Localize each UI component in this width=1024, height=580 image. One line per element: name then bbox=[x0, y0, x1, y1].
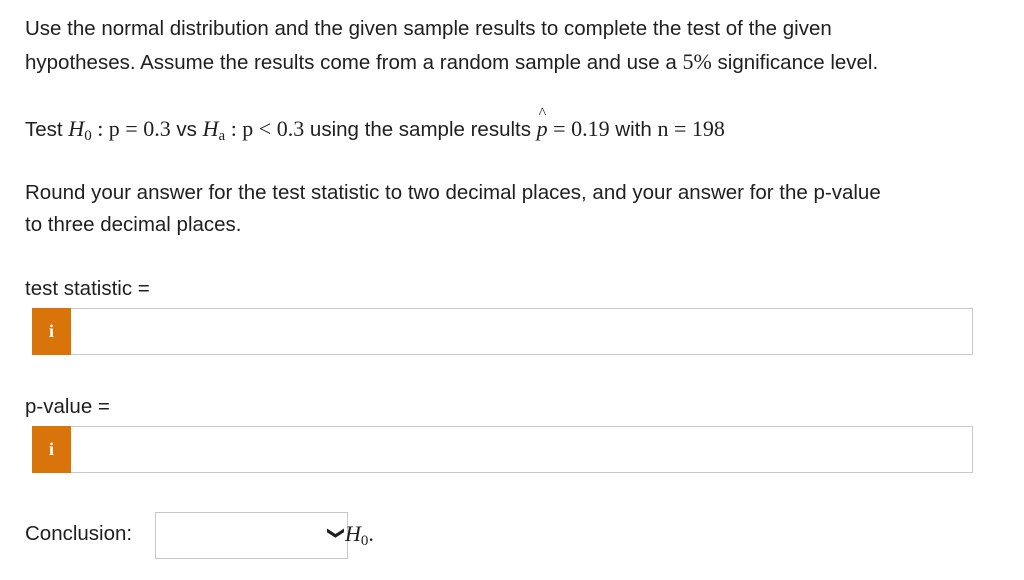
info-icon: i bbox=[48, 439, 54, 459]
conclusion-h0 bbox=[345, 521, 374, 550]
period: . bbox=[368, 521, 374, 546]
alt-hypothesis bbox=[202, 116, 305, 144]
h0-subscript: 0 bbox=[84, 128, 92, 144]
rounding-line-1: Round your answer for the test statistic to two decimal places, and your answer for the p-value bbox=[25, 181, 881, 204]
h0-symbol: H bbox=[345, 521, 361, 546]
using-text: using the sample results bbox=[304, 118, 537, 141]
alt-expression: : p < 0.3 bbox=[225, 116, 305, 141]
significance-level: 5% bbox=[682, 49, 712, 74]
phat-symbol: ^ p bbox=[537, 116, 548, 142]
null-expression: : p = 0.3 bbox=[91, 116, 171, 141]
ha-symbol: H bbox=[202, 116, 219, 141]
rounding-line-2: to three decimal places. bbox=[25, 213, 242, 236]
instructions-text-a: hypotheses. Assume the results come from a random sample and use a bbox=[25, 51, 683, 74]
h0-symbol: H bbox=[68, 116, 85, 141]
p-value-label: p-value = bbox=[25, 395, 110, 418]
with-text: with bbox=[609, 118, 658, 141]
ha-subscript: a bbox=[218, 128, 226, 144]
instructions-line-1: Use the normal distribution and the given sample results to complete the test of the given bbox=[25, 17, 832, 40]
vs-word: vs bbox=[170, 118, 203, 141]
info-icon: i bbox=[48, 321, 54, 341]
test-statistic-input[interactable] bbox=[71, 308, 973, 355]
test-word: Test bbox=[25, 118, 69, 141]
sample-size: n = 198 bbox=[657, 116, 725, 141]
p-value-input[interactable] bbox=[71, 426, 973, 473]
conclusion-select[interactable] bbox=[155, 512, 348, 559]
p-value-info-button[interactable] bbox=[32, 426, 71, 473]
sample-proportion bbox=[537, 116, 610, 141]
null-hypothesis bbox=[68, 116, 171, 144]
chevron-down-icon[interactable]: ❯ bbox=[327, 525, 347, 541]
test-statistic-info-button[interactable] bbox=[32, 308, 71, 355]
hypotheses-line bbox=[25, 116, 725, 145]
test-statistic-label: test statistic = bbox=[25, 277, 150, 300]
conclusion-label: Conclusion: bbox=[25, 522, 133, 545]
h0-subscript: 0 bbox=[360, 533, 369, 549]
instructions-line-2 bbox=[25, 49, 878, 76]
phat-value: = 0.19 bbox=[547, 116, 610, 141]
instructions-text-b: significance level. bbox=[711, 51, 879, 74]
